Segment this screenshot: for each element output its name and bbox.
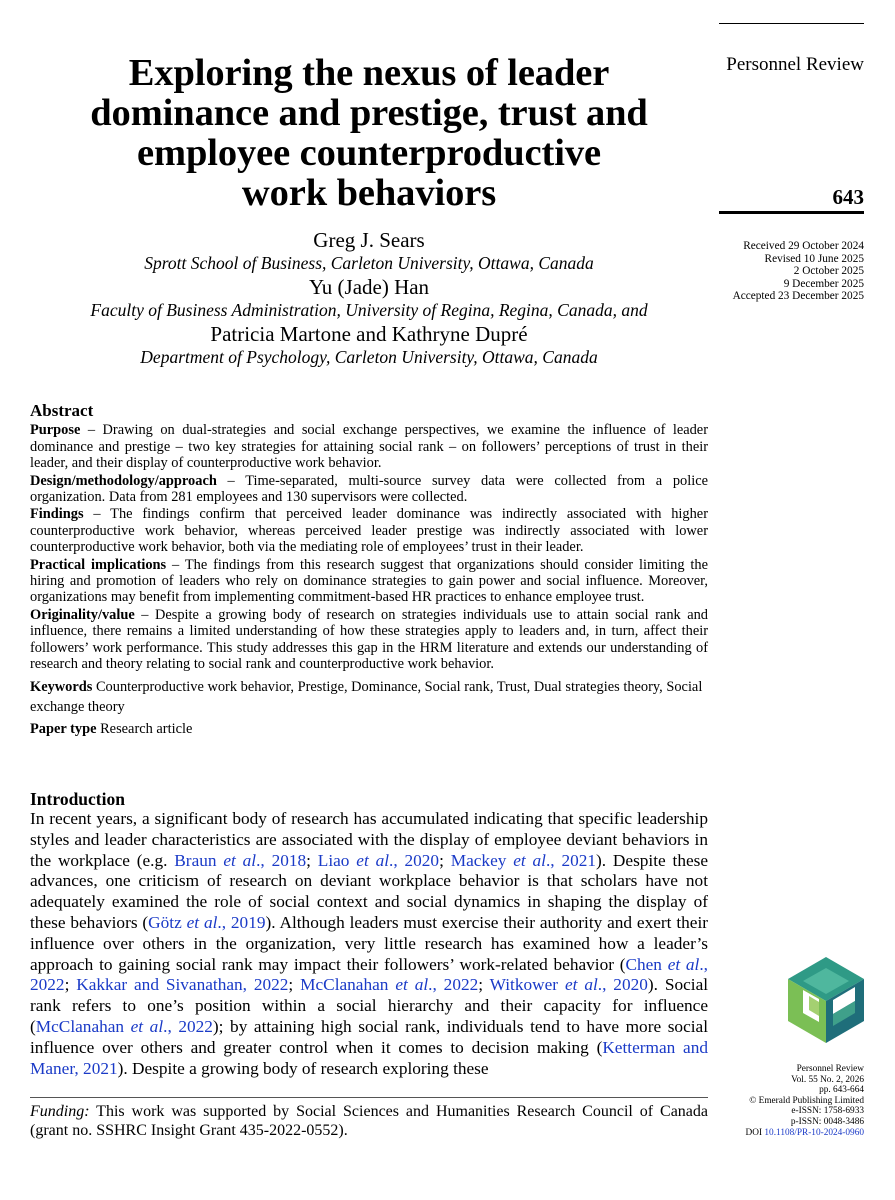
accepted-line: Accepted 23 December 2025 <box>732 290 864 303</box>
citation-link[interactable]: Liao et al., 2020 <box>317 850 440 870</box>
revised-line: 2 October 2025 <box>793 265 864 278</box>
citation-link[interactable]: McClanahan et al., 2022 <box>300 975 479 995</box>
keywords-label: Keywords <box>30 678 93 695</box>
author-affiliation: Sprott School of Business, Carleton University, Ottawa, Canada <box>144 253 594 273</box>
originality-text: – Despite a growing body of research on strategies individuals use to attain social rank and influence, there remains a limited understanding of how these strategies apply to leaders and, in turn, affect their followers’ work performance. This study addresses this gap in the HRM literature and extends our understanding of research and theory relating to social rank and counterproductive work behavior. <box>30 606 708 673</box>
funding-text: This work was supported by Social Sciences and Humanities Research Council of Canada (grant no. SSHRC Insight Grant 435-2022-0552). <box>30 1103 708 1139</box>
abstract <box>30 403 708 738</box>
title-line: work behaviors <box>241 172 497 214</box>
author-affiliation: Department of Psychology, Carleton University, Ottawa, Canada <box>140 347 598 367</box>
author-name: Greg J. Sears <box>313 228 425 252</box>
pubinfo-doi <box>746 1128 864 1139</box>
title-line: Exploring the nexus of leader <box>128 52 610 94</box>
citation-link[interactable]: Braun et al., 2018 <box>174 850 307 870</box>
citation-link[interactable]: Chen et al., 2022 <box>30 954 708 995</box>
pubinfo-pissn: p-ISSN: 0048-3486 <box>790 1116 864 1127</box>
funding-note <box>30 1102 708 1140</box>
pubinfo-eissn: e-ISSN: 1758-6933 <box>791 1106 864 1117</box>
body-text: ). Although leaders must exercise their authority and exert their influence over others in the organization, very little research has examined how a leader’s approach to gaining social rank may impact their followers’ work-related behavior ( <box>30 912 708 974</box>
paper-type-text: Research article <box>96 720 193 737</box>
citation-link[interactable]: Mackey et al., 2021 <box>450 850 597 870</box>
pubinfo-volume: Vol. 55 No. 2, 2026 <box>791 1074 864 1085</box>
pubinfo-pages: pp. 643-664 <box>819 1085 864 1096</box>
paper-type <box>30 721 708 737</box>
article-title <box>30 53 708 213</box>
revised-line: Revised 10 June 2025 <box>764 252 864 265</box>
doi-link[interactable]: 10.1108/PR-10-2024-0960 <box>764 1127 864 1138</box>
keywords-text: Counterproductive work behavior, Prestige, Dominance, Social rank, Trust, Dual strategies theory, Social exchange theory <box>30 678 703 715</box>
design-text: – Time-separated, multi-source survey data were collected from a police organization. Data from 281 employees and 130 supervisors were collected. <box>30 472 708 506</box>
keywords <box>30 677 708 717</box>
page-number: 643 <box>832 185 864 209</box>
body-text: In recent years, a significant body of research has accumulated indicating that specific leadership styles and leader characteristics are associated with the display of employee deviant behaviors in the workplace (e.g. <box>30 809 708 870</box>
pubinfo-copyright: © Emerald Publishing Limited <box>749 1095 864 1106</box>
practical-text: – The findings from this research suggest that organizations should consider limiting the hiring and promotion of leaders who rely on dominance strategies to gain power and social influence. Moreover, organizations may benefit from implementing commitment-based HR practices to enhance employee trust. <box>30 556 708 606</box>
emerald-publishing-logo <box>787 956 865 1044</box>
body-text: ). Despite a growing body of research exploring these <box>117 1058 489 1078</box>
author-affiliation: Faculty of Business Administration, University of Regina, Regina, Canada, and <box>90 300 648 320</box>
funding-label: Funding: <box>30 1103 90 1120</box>
citation-link[interactable]: Götz et al., 2019 <box>148 912 266 932</box>
citation-link[interactable]: Kakkar and Sivanathan, 2022 <box>76 975 289 995</box>
author-name: Patricia Martone and Kathryne Dupré <box>210 322 528 346</box>
abstract-originality <box>30 607 708 673</box>
separator: ; <box>439 850 451 870</box>
purpose-label: Purpose <box>30 422 81 439</box>
paper-type-label: Paper type <box>30 720 97 737</box>
separator: ; <box>306 850 318 870</box>
body-text: ). Despite these advances, one criticism of research on deviant workplace behavior is that scholars have not adequately examined the role of social context and social dynamics in shaping the display of these behaviors ( <box>30 850 709 932</box>
introduction-heading: Introduction <box>30 789 125 809</box>
citation-link[interactable]: Witkower et al., 2020 <box>489 975 648 995</box>
title-line: employee counterproductive <box>137 132 601 174</box>
design-label: Design/methodology/approach <box>30 472 217 489</box>
citation-link[interactable]: McClanahan et al., 2022 <box>35 1016 213 1036</box>
separator: ; <box>288 975 301 995</box>
top-rule <box>719 23 864 24</box>
findings-label: Findings <box>30 506 84 523</box>
originality-label: Originality/value <box>30 606 135 623</box>
citation-link[interactable]: Ketterman and Maner, 2021 <box>30 1037 708 1078</box>
abstract-findings <box>30 506 708 555</box>
pubinfo-journal: Personnel Review <box>796 1064 864 1074</box>
footnote-rule <box>30 1097 708 1098</box>
revised-line: 9 December 2025 <box>783 277 864 290</box>
abstract-purpose <box>30 422 708 471</box>
purpose-text: – Drawing on dual-strategies and social exchange perspectives, we examine the influence of leader dominance and prestige – two key strategies for attaining social rank – on followers’ perceptions of trust in their leader, and their display of counterproductive work behavior. <box>30 422 708 472</box>
abstract-heading: Abstract <box>30 401 94 420</box>
separator: ; <box>478 975 490 995</box>
abstract-design <box>30 473 708 506</box>
body-text: ). Social rank refers to one’s position within a social hierarchy and their capacity for influence ( <box>30 975 709 1036</box>
body-text: ); by attaining high social rank, individuals tend to have more social influence over others and greater control when it comes to decision making ( <box>30 1016 709 1057</box>
author-name: Yu (Jade) Han <box>308 275 430 299</box>
doi-label: DOI <box>745 1127 765 1138</box>
abstract-practical <box>30 557 708 606</box>
received-line: Received 29 October 2024 <box>743 240 864 252</box>
findings-text: – The findings confirm that perceived leader dominance was indirectly associated with higher counterproductive work behavior, whereas perceived leader prestige was indirectly associated with lower counterproductive work behavior, both via the mediating role of employees’ trust in their leader. <box>30 506 708 556</box>
introduction <box>30 789 708 1079</box>
journal-name: Personnel Review <box>726 54 864 75</box>
separator: ; <box>64 975 77 995</box>
page-number-rule <box>719 211 864 214</box>
practical-label: Practical implications <box>30 556 167 573</box>
received-dates <box>733 240 864 303</box>
author-block <box>30 228 708 369</box>
introduction-body <box>30 809 708 1079</box>
title-line: dominance and prestige, trust and <box>90 92 648 134</box>
publication-info <box>746 1064 864 1138</box>
